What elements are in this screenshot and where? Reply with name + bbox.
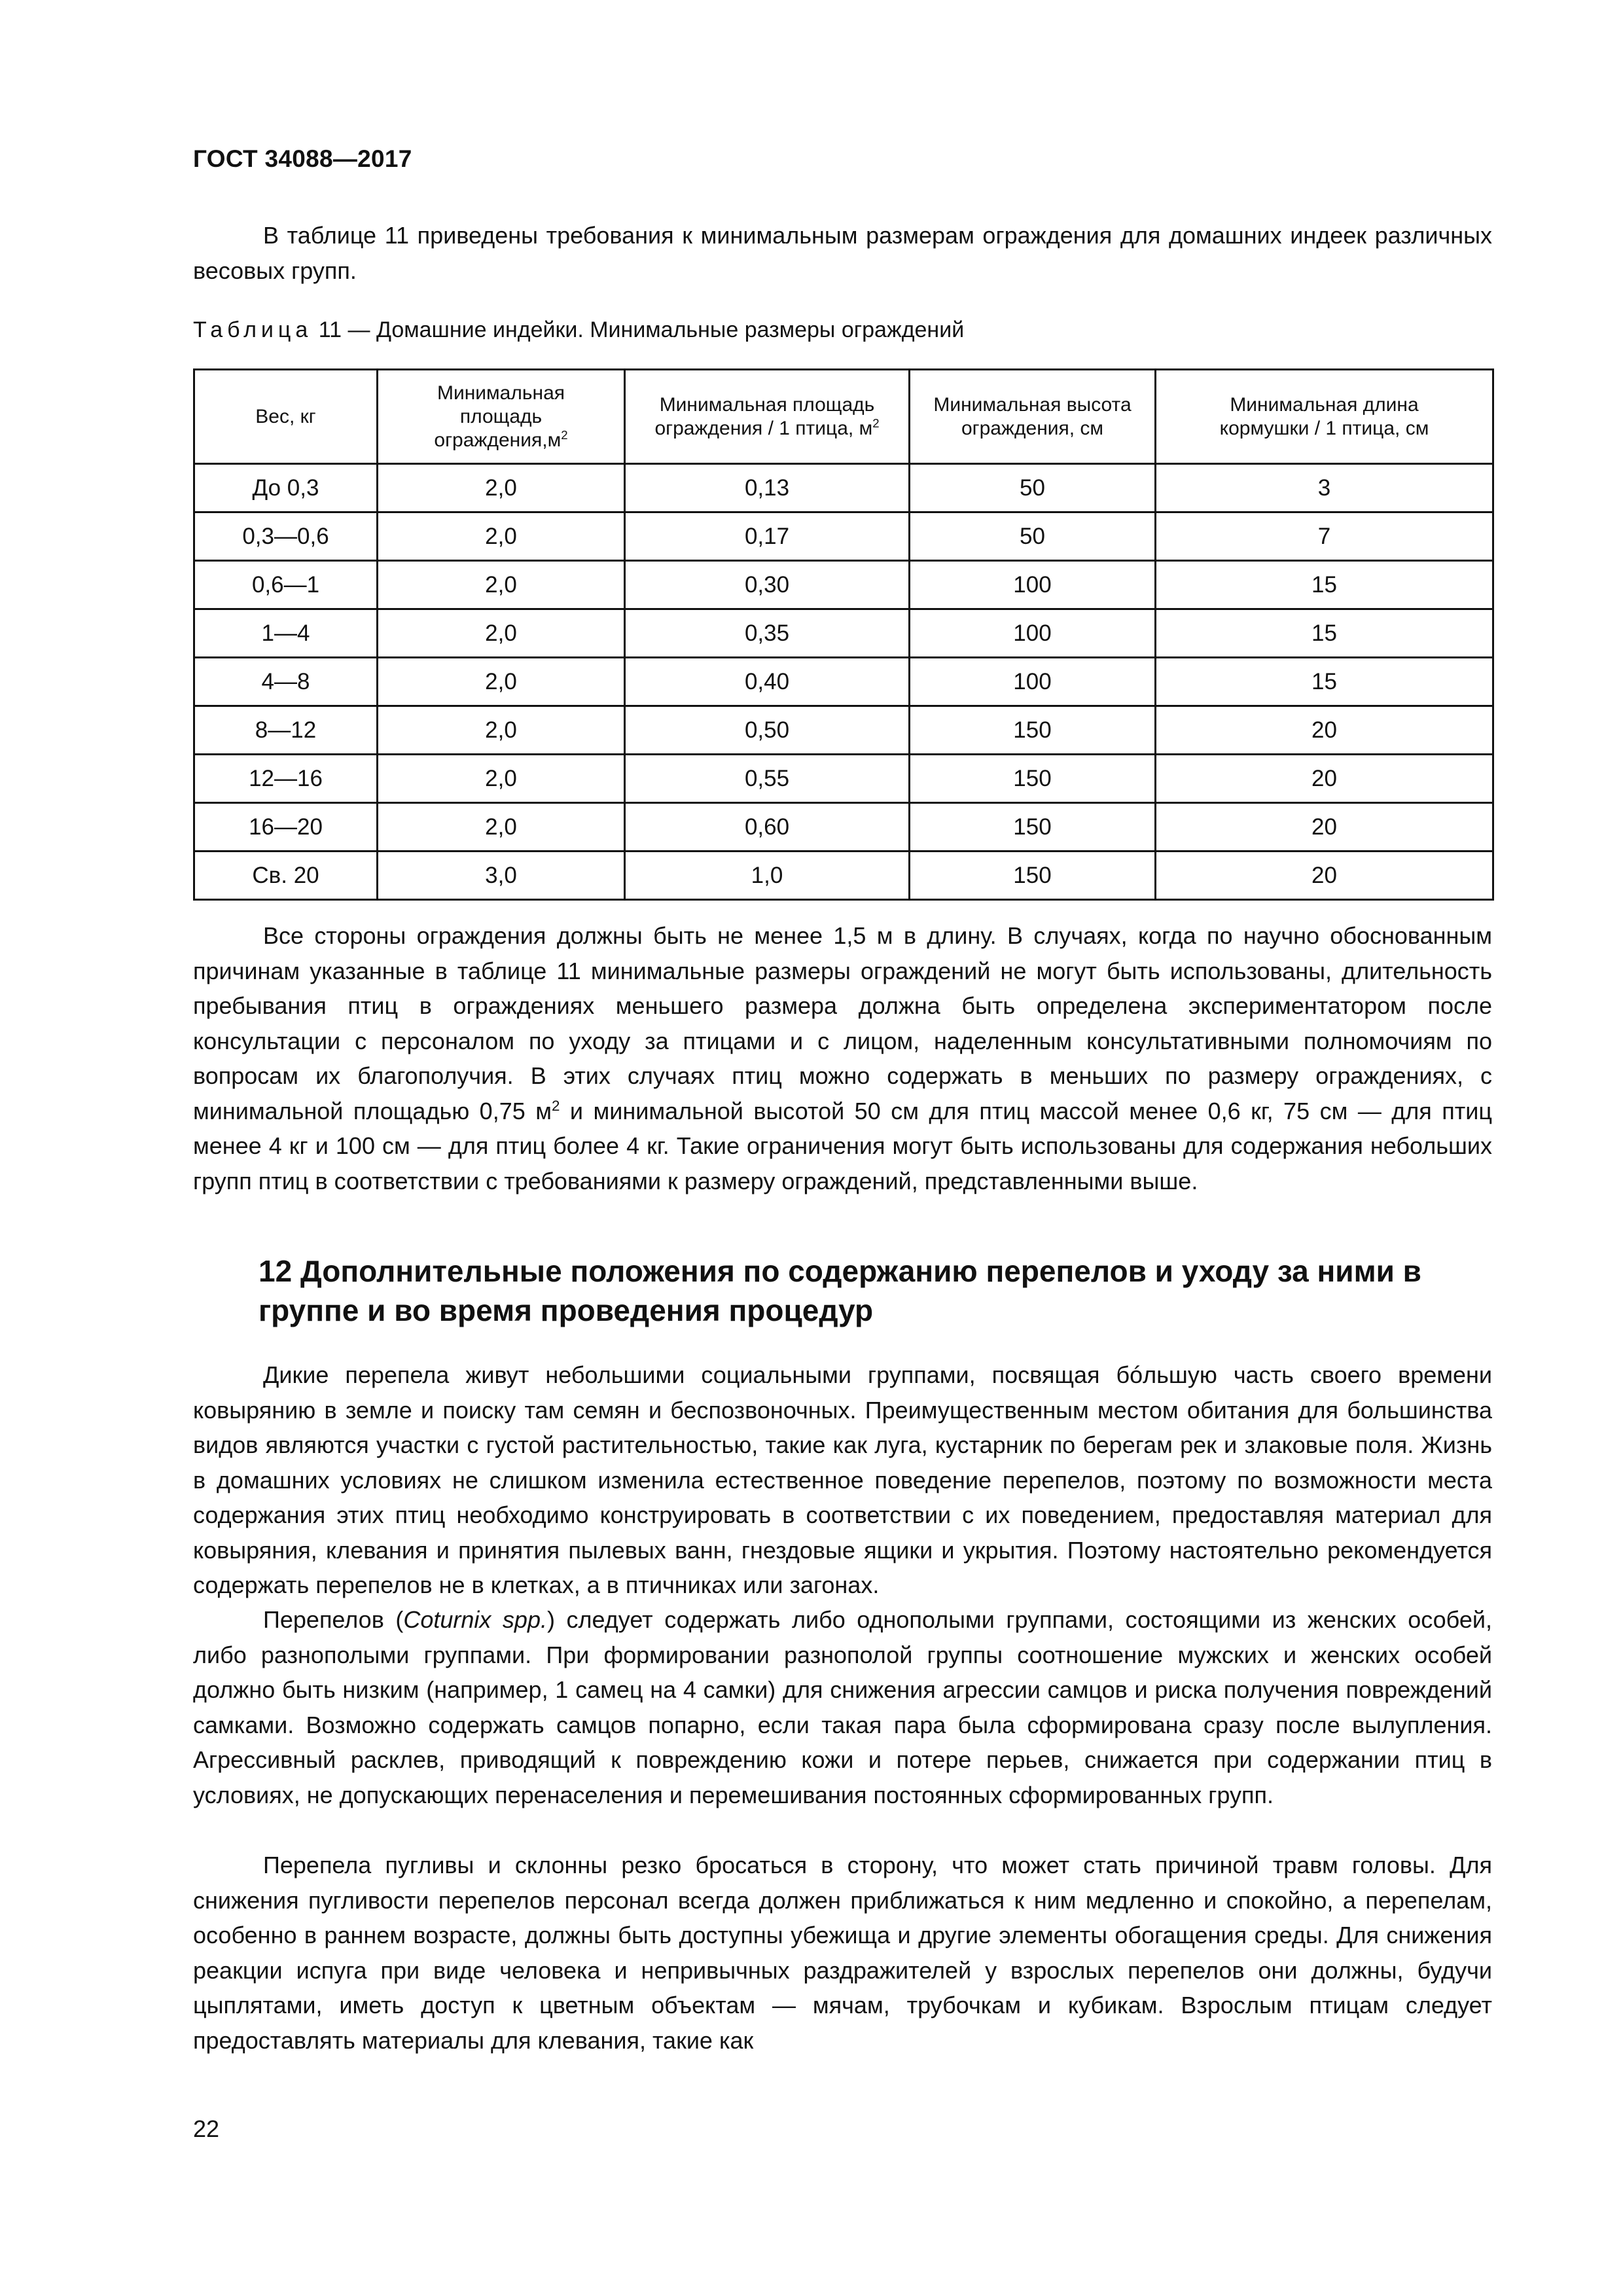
table-cell: 0,13 — [625, 464, 910, 512]
table-cell: 0,35 — [625, 609, 910, 658]
table-cell: 1,0 — [625, 852, 910, 900]
table-cell: 0,17 — [625, 512, 910, 561]
table-cell: 0,3—0,6 — [194, 512, 378, 561]
table-cell: 50 — [910, 512, 1156, 561]
table-caption-text: 11 — Домашние индейки. Минимальные размеры ограждений — [318, 317, 965, 342]
table-cell: 2,0 — [378, 561, 625, 609]
table-cell: 15 — [1156, 658, 1493, 706]
table-cell: 100 — [910, 561, 1156, 609]
table-cell: 100 — [910, 609, 1156, 658]
table-cell: 2,0 — [378, 706, 625, 755]
table-cell: 0,30 — [625, 561, 910, 609]
paragraph-after-table: Все стороны ограждения должны быть не менее 1,5 м в длину. В случаях, когда по научно обоснованным причинам указанные в таблице 11 минимальные размеры ограждений не могут быть использованы, длительность пребывания птиц в ограждениях меньшего размера должна быть определена экспериментатором после консультации с персоналом по уходу за птицами и с лицом, наделенным консультативными полномочиям по вопросам их благополучия. В этих случаях птиц можно содержать в меньших по размеру ограждениях, с минимальной площадью 0,75 $м^2$ и минимальной высотой 50 см для птиц массой менее 0,6 кг, 75 см — для птиц менее 4 кг и 100 см — для птиц более 4 кг. Такие ограничения могут быть использованы для содержания небольших групп птиц в соответствии с требованиями к размеру ограждений, представленными выше. — [193, 922, 1492, 1194]
table-row — [194, 803, 1493, 852]
table-cell: 150 — [910, 755, 1156, 803]
table-cell: 2,0 — [378, 755, 625, 803]
table-cell: 4—8 — [194, 658, 378, 706]
table-cell: 0,40 — [625, 658, 910, 706]
table-cell: 15 — [1156, 609, 1493, 658]
table-cell: 2,0 — [378, 658, 625, 706]
page-number: 22 — [193, 2115, 220, 2142]
section-paragraph-2: Перепелов (Coturnix spp.) следует содержать либо однополыми группами, состоящими из женских особей, либо разнополыми группами. При формировании разнополой группы соотношение мужских и женских особей должно быть низким (например, 1 самец на 4 самки) для снижения агрессии самцов и риска получения повреждений самками. Возможно содержать самцов попарно, если такая пара была сформирована сразу после вылупления. Агрессивный расклев, приводящий к повреждению кожи и потере перьев, снижается при содержании птиц в условиях, не допускающих перенаселения и перемешивания постоянных сформированных групп. — [193, 1606, 1492, 1808]
table-body — [194, 464, 1493, 900]
table-cell: 150 — [910, 706, 1156, 755]
table-cell: 20 — [1156, 803, 1493, 852]
header-feeder-length: Минимальная длина кормушки / 1 птица, см — [1156, 370, 1493, 464]
table-cell: 1—4 — [194, 609, 378, 658]
table-cell: 2,0 — [378, 609, 625, 658]
header-weight: Вес, кг — [194, 370, 378, 464]
table-cell: До 0,3 — [194, 464, 378, 512]
table-cell: 100 — [910, 658, 1156, 706]
header-min-height: Минимальная высота ограждения, см — [910, 370, 1156, 464]
table-cell: 3,0 — [378, 852, 625, 900]
header-area-per-bird: Минимальная площадь ограждения / 1 птица, $м^2$ — [625, 370, 910, 464]
table-cell: 2,0 — [378, 803, 625, 852]
table-caption — [193, 317, 964, 343]
intro-paragraph: В таблице 11 приведены требования к минимальным размерам ограждения для домашних индеек различных весовых групп. — [193, 222, 1492, 284]
table-row — [194, 609, 1493, 658]
table-cell: 8—12 — [194, 706, 378, 755]
table-row — [194, 658, 1493, 706]
table-row — [194, 464, 1493, 512]
table-cell: Св. 20 — [194, 852, 378, 900]
table-cell: 50 — [910, 464, 1156, 512]
table-row — [194, 852, 1493, 900]
section-paragraph-3: Перепела пугливы и склонны резко бросаться в сторону, что может стать причиной травм головы. Для снижения пугливости перепелов персонал всегда должен приближаться к ним медленно и спокойно, а перепелам, особенно в раннем возрасте, должны быть доступны убежища и другие элементы обогащения среды. Для снижения реакции испуга при виде человека и непривычных раздражителей у взрослых перепелов они должны, будучи цыплятами, иметь доступ к цветным объектам — мячам, трубочкам и кубикам. Взрослым птицам следует предоставлять материалы для клевания, такие как — [193, 1852, 1492, 2054]
section-paragraph-1: Дикие перепела живут небольшими социальными группами, посвящая бóльшую часть своего времени ковырянию в земле и поиску там семян и беспозвоночных. Преимущественным местом обитания для большинства видов являются участки с густой растительностью, такие как луга, кустарник по берегам рек и злаковые поля. Жизнь в домашних условиях не слишком изменила естественное поведение перепелов, поэтому по возможности места содержания этих птиц необходимо конструировать в соответствии с их поведением, предоставляя материал для ковыряния, клевания и принятия пылевых ванн, гнездовые ящики и укрытия. Поэтому настоятельно рекомендуется содержать перепелов не в клетках, а в птичниках или загонах. — [193, 1361, 1492, 1598]
table-cell: 20 — [1156, 706, 1493, 755]
section-title: 12 Дополнительные положения по содержанию перепелов и уходу за ними в группе и во время проведения процедур — [259, 1254, 1421, 1327]
dimensions-table — [193, 368, 1494, 901]
table-cell: 16—20 — [194, 803, 378, 852]
table-cell: 12—16 — [194, 755, 378, 803]
table-row — [194, 561, 1493, 609]
table-cell: 15 — [1156, 561, 1493, 609]
table-cell: 0,55 — [625, 755, 910, 803]
table-cell: 7 — [1156, 512, 1493, 561]
header-min-area: Минимальная площадь $ограждения,м^2$ — [378, 370, 625, 464]
table-row — [194, 755, 1493, 803]
table-caption-prefix: Таблица — [193, 317, 313, 342]
table-cell: 2,0 — [378, 512, 625, 561]
table-cell: 150 — [910, 852, 1156, 900]
table-row — [194, 512, 1493, 561]
table-cell: 3 — [1156, 464, 1493, 512]
table-cell: 150 — [910, 803, 1156, 852]
table-cell: 20 — [1156, 852, 1493, 900]
table-cell: 2,0 — [378, 464, 625, 512]
table-header-row — [194, 370, 1493, 464]
document-header: ГОСТ 34088—2017 — [193, 145, 412, 172]
table-cell: 0,6—1 — [194, 561, 378, 609]
table-cell: 0,60 — [625, 803, 910, 852]
table-cell: 20 — [1156, 755, 1493, 803]
table-cell: 0,50 — [625, 706, 910, 755]
table-row — [194, 706, 1493, 755]
